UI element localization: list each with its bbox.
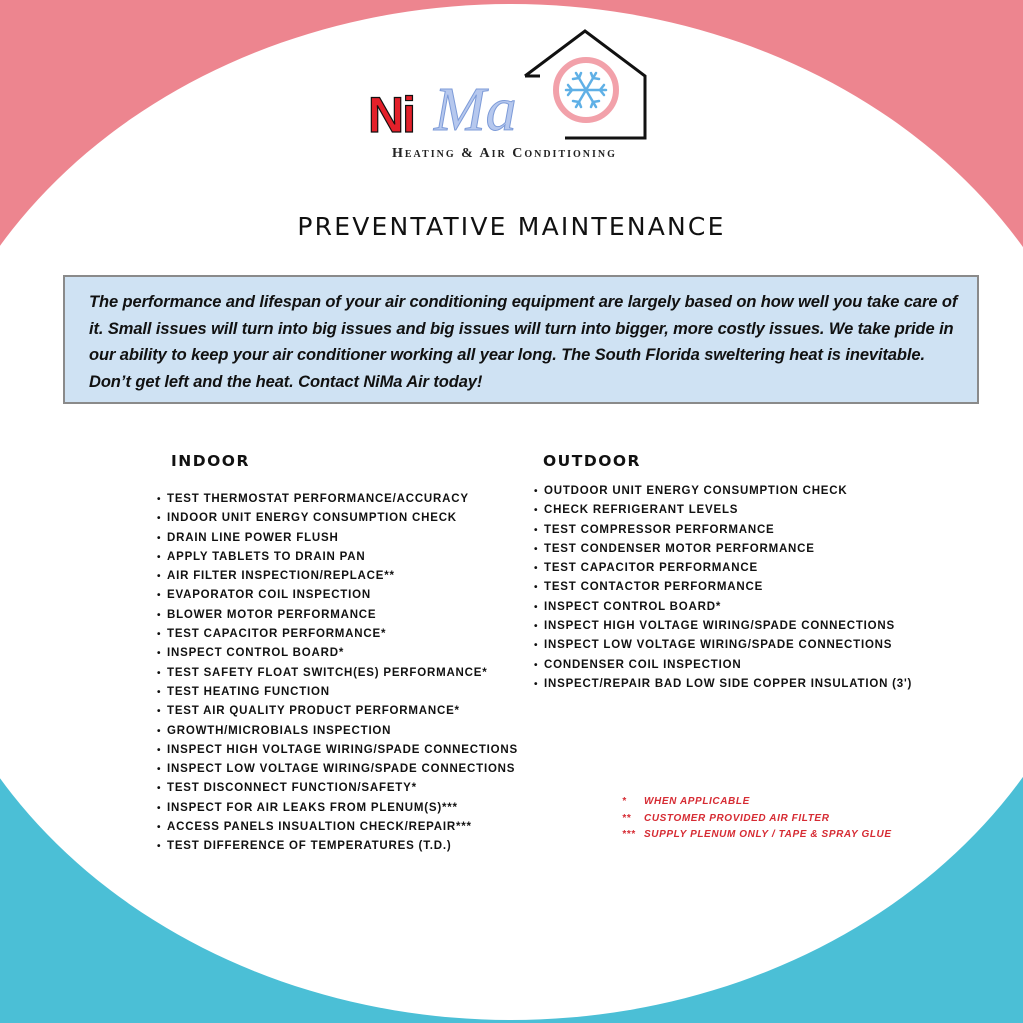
indoor-list — [157, 490, 518, 857]
list-item: • EVAPORATOR COIL INSPECTION — [157, 586, 518, 605]
footnote — [622, 827, 892, 844]
list-item: • CONDENSER COIL INSPECTION — [534, 656, 912, 675]
list-item: • TEST CAPACITOR PERFORMANCE* — [157, 625, 518, 644]
list-item: • TEST THERMOSTAT PERFORMANCE/ACCURACY — [157, 490, 518, 509]
footnote-text: WHEN APPLICABLE — [644, 796, 750, 807]
list-item: • CHECK REFRIGERANT LEVELS — [534, 501, 912, 520]
snowflake-icon — [556, 60, 616, 120]
outdoor-list — [534, 482, 912, 694]
list-item: • INDOOR UNIT ENERGY CONSUMPTION CHECK — [157, 509, 518, 528]
list-item: • INSPECT CONTROL BOARD* — [534, 598, 912, 617]
footnote-text: SUPPLY PLENUM ONLY / TAPE & SPRAY GLUE — [644, 829, 892, 840]
footnote-text: CUSTOMER PROVIDED AIR FILTER — [644, 812, 830, 824]
list-item: • INSPECT LOW VOLTAGE WIRING/SPADE CONNECTIONS — [534, 636, 912, 655]
list-item: • GROWTH/MICROBIALS INSPECTION — [157, 722, 518, 741]
list-item: • INSPECT HIGH VOLTAGE WIRING/SPADE CONNECTIONS — [157, 741, 518, 760]
logo-tagline: Heating & Air Conditioning — [392, 146, 617, 161]
footnote — [622, 811, 892, 828]
list-item: • AIR FILTER INSPECTION/REPLACE** — [157, 567, 518, 586]
list-item: • TEST CONDENSER MOTOR PERFORMANCE — [534, 540, 912, 559]
intro-box — [63, 275, 979, 404]
list-item: • TEST CONTACTOR PERFORMANCE — [534, 578, 912, 597]
list-item: • INSPECT HIGH VOLTAGE WIRING/SPADE CONNECTIONS — [534, 617, 912, 636]
list-item: • DRAIN LINE POWER FLUSH — [157, 529, 518, 548]
list-item: • INSPECT LOW VOLTAGE WIRING/SPADE CONNECTIONS — [157, 760, 518, 779]
list-item: • APPLY TABLETS TO DRAIN PAN — [157, 548, 518, 567]
list-item: • TEST SAFETY FLOAT SWITCH(ES) PERFORMANCE* — [157, 664, 518, 683]
footnote — [622, 794, 892, 811]
list-item: • TEST DIFFERENCE OF TEMPERATURES (T.D.) — [157, 837, 518, 856]
footnote-mark: ** — [622, 812, 631, 824]
list-item: • BLOWER MOTOR PERFORMANCE — [157, 606, 518, 625]
footnotes — [622, 794, 892, 844]
intro-text: The performance and lifespan of your air conditioning equipment are largely based on how well you take care of it. Small issues will turn into big issues and big issues will turn into bigger, more costly issues. We take pride in our ability to keep your air conditioner working all year long. The South Florida sweltering heat is inevitable. Don’t get left and the heat. Contact NiMa Air today! — [89, 293, 958, 391]
footnote-mark: * — [622, 796, 627, 807]
list-item: • TEST HEATING FUNCTION — [157, 683, 518, 702]
list-item: • TEST DISCONNECT FUNCTION/SAFETY* — [157, 779, 518, 798]
list-item: • INSPECT FOR AIR LEAKS FROM PLENUM(S)*** — [157, 799, 518, 818]
list-item: • INSPECT/REPAIR BAD LOW SIDE COPPER INSULATION (3') — [534, 675, 912, 694]
list-item: • OUTDOOR UNIT ENERGY CONSUMPTION CHECK — [534, 482, 912, 501]
list-item: • TEST CAPACITOR PERFORMANCE — [534, 559, 912, 578]
logo-ma-text: Ma — [434, 76, 517, 144]
list-item: • TEST COMPRESSOR PERFORMANCE — [534, 521, 912, 540]
list-item: • INSPECT CONTROL BOARD* — [157, 644, 518, 663]
page-title: PREVENTATIVE MAINTENANCE — [297, 212, 726, 241]
outdoor-heading: OUTDOOR — [543, 452, 641, 470]
list-item: • ACCESS PANELS INSUALTION CHECK/REPAIR*** — [157, 818, 518, 837]
logo-ni-text: Ni — [368, 87, 414, 143]
footnote-mark: *** — [622, 829, 636, 840]
indoor-heading: INDOOR — [171, 452, 250, 470]
list-item: • TEST AIR QUALITY PRODUCT PERFORMANCE* — [157, 702, 518, 721]
